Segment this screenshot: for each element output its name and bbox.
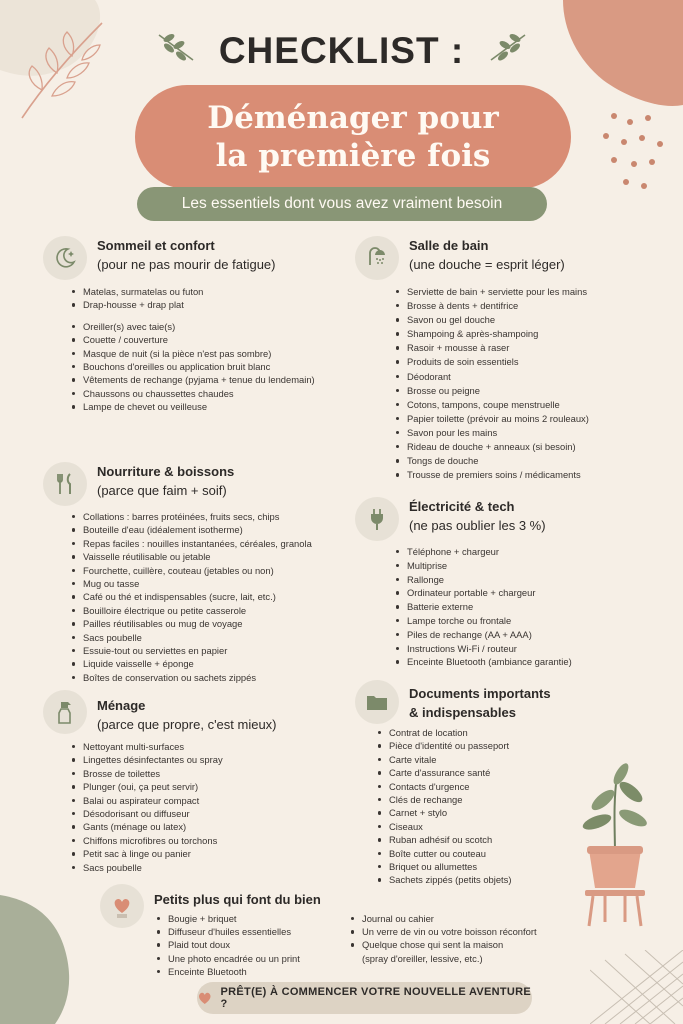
section-title: Électricité & tech [409,499,515,514]
checklist-left [154,912,300,978]
list-item: Carte d'assurance santé [375,766,511,779]
section-petits-plus [100,884,560,979]
section-subtitle: (parce que propre, c'est mieux) [97,717,277,732]
spray-bottle-icon [43,690,87,734]
list-item: Gants (ménage ou latex) [69,820,223,833]
checklist [69,285,315,414]
list-item: Ruban adhésif ou scotch [375,833,511,846]
list-item: Lampe de chevet ou veilleuse [69,400,315,413]
grid-pattern [590,950,683,1024]
list-item: Bouteille d'eau (idéalement isotherme) [69,523,312,536]
list-item: Contacts d'urgence [375,780,511,793]
checklist [393,285,589,482]
list-item: Nettoyant multi-surfaces [69,740,223,753]
list-item: Carte vitale [375,753,511,766]
list-item: Produits de soin essentiels [393,355,589,369]
section-subtitle: (une douche = esprit léger) [409,257,565,272]
list-item: Sacs poubelle [69,631,312,644]
section-heading [97,462,234,500]
list-item: Lingettes désinfectantes ou spray [69,753,223,766]
list-item: Cotons, tampons, coupe menstruelle [393,398,589,412]
list-item: Fourchette, cuillère, couteau (jetables ou non) [69,564,312,577]
fork-knife-icon [43,462,87,506]
folder-icon [355,680,399,724]
list-item: Rideau de douche + anneaux (si besoin) [393,440,589,454]
list-item: Trousse de premiers soins / médicaments [393,468,589,482]
section-documents [355,680,585,890]
list-item: Quelque chose qui sent la maison [348,938,537,951]
list-item: Bouchons d'oreilles ou application bruit blanc [69,360,315,373]
list-item: Petit sac à linge ou panier [69,847,223,860]
list-item: Masque de nuit (si la pièce n'est pas sombre) [69,347,315,360]
list-item: Instructions Wi-Fi / routeur [393,642,572,656]
list-item: Chiffons microfibres ou torchons [69,834,223,847]
section-heading [97,236,275,274]
heart-icon [197,991,213,1005]
list-item: Enceinte Bluetooth [154,965,300,978]
checklist [393,545,572,669]
list-item: Bougie + briquet [154,912,300,925]
list-item: Brosse de toilettes [69,767,223,780]
shower-icon [355,236,399,280]
list-item: Couette / couverture [69,333,315,346]
section-subtitle: & indispensables [409,705,516,720]
list-item: Savon pour les mains [393,426,589,440]
checklist [375,726,511,887]
subtitle-line-2: la première fois [215,138,491,174]
list-item: Plunger (oui, ça peut servir) [69,780,223,793]
section-heading [97,696,277,734]
section-title: Ménage [97,698,146,713]
checklist-right [348,912,537,965]
footer-cta [197,982,532,1014]
list-item: Essuie-tout ou serviettes en papier [69,644,312,657]
section-subtitle: (pour ne pas mourir de fatigue) [97,257,276,272]
list-item: Balai ou aspirateur compact [69,794,223,807]
list-item: Désodorisant ou diffuseur [69,807,223,820]
list-item: Une photo encadrée ou un print [154,952,300,965]
list-item: Oreiller(s) avec taie(s) [69,320,315,333]
subtitle-line-1: Déménager pour [207,100,499,136]
list-item: Sachets zippés (petits objets) [375,873,511,886]
section-nourriture [43,462,343,687]
list-item: Mug ou tasse [69,577,312,590]
section-title: Sommeil et confort [97,238,215,253]
list-item: Boîtes de conservation ou sachets zippés [69,671,312,684]
moon-stars-icon [43,236,87,280]
list-item: Ciseaux [375,820,511,833]
bottom-left-blob [0,895,75,1024]
section-salle-de-bain [355,236,655,486]
list-item: Rasoir + mousse à raser [393,341,589,355]
heart-candle-icon [100,884,144,928]
section-sommeil [43,236,343,426]
list-item: Brosse à dents + dentifrice [393,299,589,313]
list-item: Journal ou cahier [348,912,537,925]
list-item: Batterie externe [393,600,572,614]
list-item: Repas faciles : nouilles instantanées, céréales, granola [69,537,312,550]
checklist [69,740,223,874]
list-item: Tongs de douche [393,454,589,468]
list-item: Pailles réutilisables ou mug de voyage [69,617,312,630]
list-item-continuation: (spray d'oreiller, lessive, etc.) [362,952,483,964]
list-item: Liquide vaisselle + éponge [69,657,312,670]
list-item: Rallonge [393,573,572,587]
dots-decoration [596,108,676,198]
list-item: Pièce d'identité ou passeport [375,739,511,752]
section-heading [409,497,546,535]
subtitle-banner [135,85,571,189]
list-item: Drap-housse + drap plat [69,298,315,311]
section-title: Petits plus qui font du bien [154,892,321,907]
list-item: Vêtements de rechange (pyjama + tenue du lendemain) [69,373,315,386]
section-subtitle: (parce que faim + soif) [97,483,227,498]
list-item: Diffuseur d'huiles essentielles [154,925,300,938]
list-item: Café ou thé et indispensables (sucre, lait, etc.) [69,590,312,603]
list-item: Ordinateur portable + chargeur [393,586,572,600]
section-title: Nourriture & boissons [97,464,235,479]
list-item: Plaid tout doux [154,938,300,951]
section-menage [43,690,343,880]
list-item: Brosse ou peigne [393,384,589,398]
list-item: Clés de rechange [375,793,511,806]
list-item: Collations : barres protéinées, fruits secs, chips [69,510,312,523]
potted-plant-illustration [575,760,655,930]
list-item: Sacs poubelle [69,861,223,874]
list-item: Papier toilette (prévoir au moins 2 rouleaux) [393,412,589,426]
tagline: Les essentiels dont vous avez vraiment besoin [137,187,547,221]
section-subtitle: (ne pas oublier les 3 %) [409,518,546,533]
page-title: CHECKLIST : [218,30,465,71]
plug-icon [355,497,399,541]
list-item: Bouilloire électrique ou petite casserole [69,604,312,617]
list-item: Matelas, surmatelas ou futon [69,285,315,298]
section-electricite [355,497,655,672]
section-heading [409,236,565,274]
list-item: Contrat de location [375,726,511,739]
list-item: Shampoing & après-shampoing [393,327,589,341]
checklist [69,510,312,684]
list-item: Chaussons ou chaussettes chaudes [69,387,315,400]
list-item: Lampe torche ou frontale [393,614,572,628]
list-item: Piles de rechange (AA + AAA) [393,628,572,642]
list-item: Téléphone + chargeur [393,545,572,559]
list-item: Serviette de bain + serviette pour les mains [393,285,589,299]
section-title: Documents importants [409,686,551,701]
list-item: Déodorant [393,370,589,384]
section-heading [409,684,551,722]
list-item: Savon ou gel douche [393,313,589,327]
list-item: Briquet ou allumettes [375,860,511,873]
list-item: Un verre de vin ou votre boisson réconfort [348,925,537,938]
footer-cta-text: PRÊT(E) À COMMENCER VOTRE NOUVELLE AVENTURE ? [220,986,532,1010]
list-item: Carnet + stylo [375,806,511,819]
list-item: Boîte cutter ou couteau [375,847,511,860]
section-title: Salle de bain [409,238,489,253]
list-item: Vaisselle réutilisable ou jetable [69,550,312,563]
list-item: Multiprise [393,559,572,573]
list-item: Enceinte Bluetooth (ambiance garantie) [393,655,572,669]
